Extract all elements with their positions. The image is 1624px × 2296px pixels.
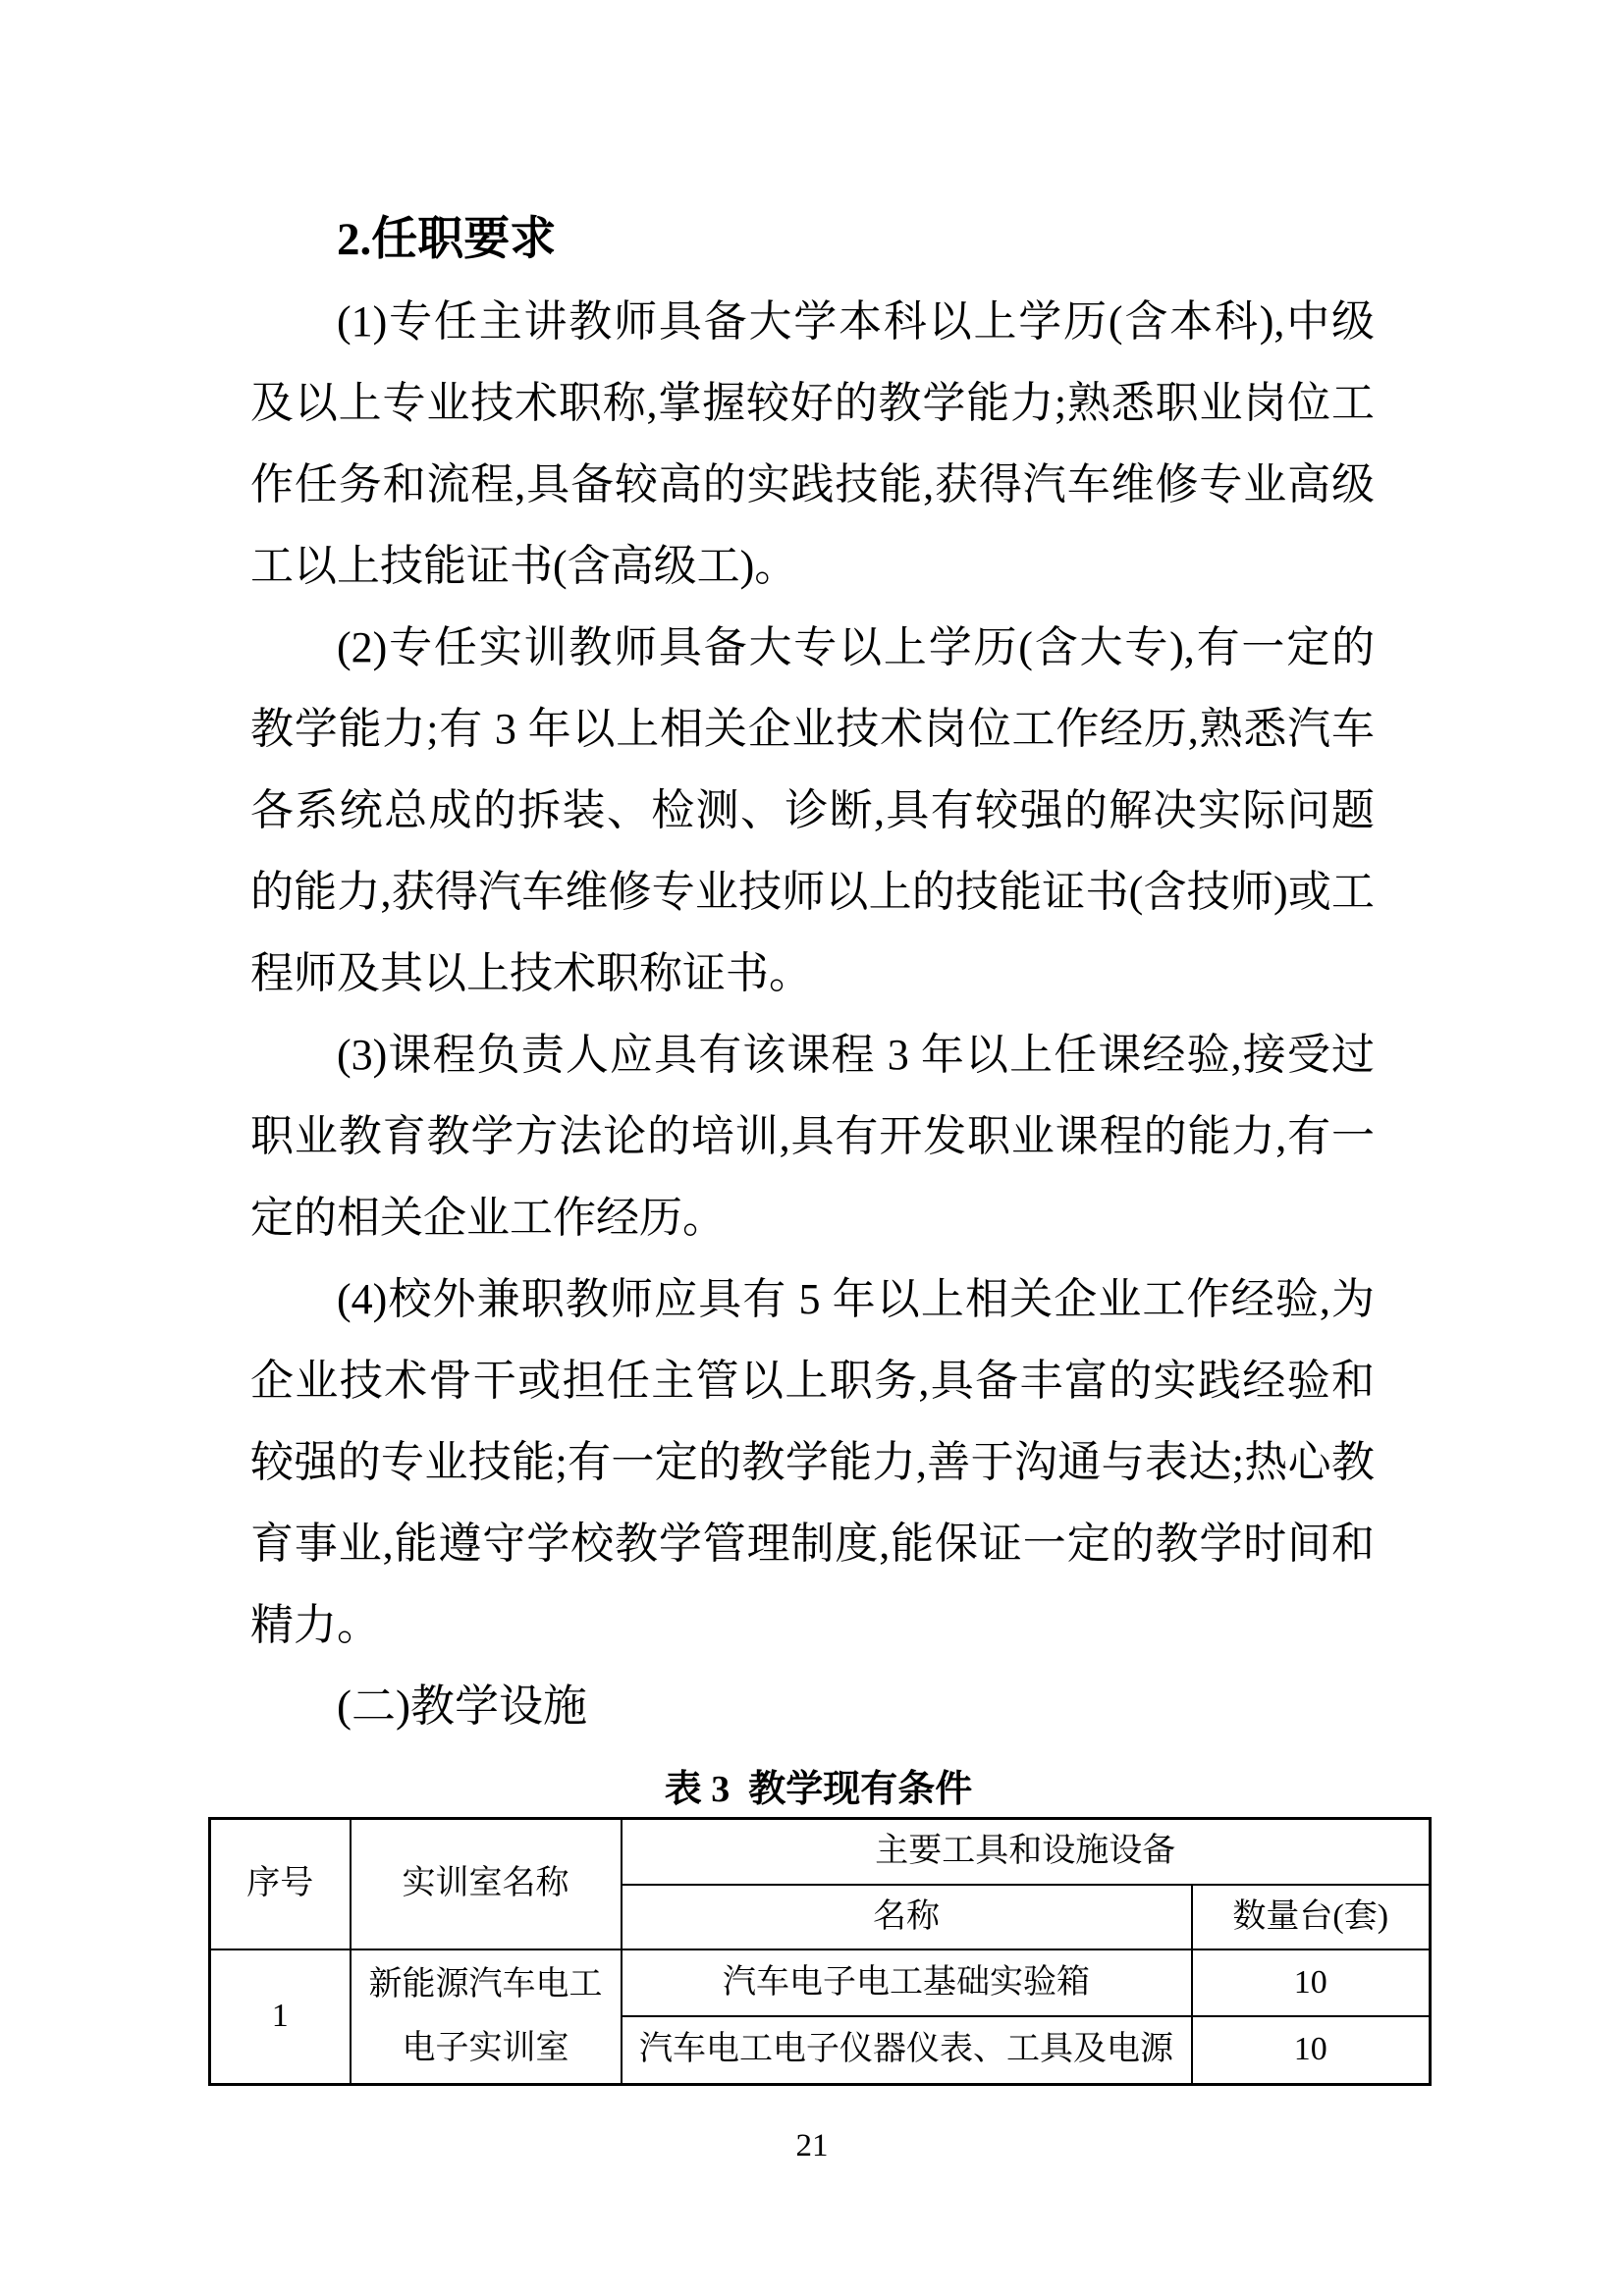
cell-room-name: 新能源汽车电工电子实训室 [351,1949,622,2085]
section-heading: 2.任职要求 [337,214,557,265]
header-cell-serial-no: 序号 [210,1819,351,1950]
subsection-heading: (二)教学设施 [337,1682,587,1731]
header-cell-quantity: 数量台(套) [1192,1885,1431,1950]
cell-item-qty-1: 10 [1192,1949,1431,2016]
table-row [210,1949,1431,2016]
cell-item-name-1: 汽车电子电工基础实验箱 [622,1949,1192,2016]
document-body [250,198,1375,1747]
cell-item-qty-2: 10 [1192,2016,1431,2085]
header-cell-tools-group: 主要工具和设施设备 [622,1819,1431,1885]
facilities-table [208,1817,1432,2086]
paragraph-1: (1)专任主讲教师具备大学本科以上学历(含本科),中级及以上专业技术职称,掌握较好的教学能力;熟悉职业岗位工作任务和流程,具备较高的实践技能,获得汽车维修专业高级工以上技能证书(含高级工)。 [250,297,1375,590]
paragraph-3: (3)课程负责人应具有该课程 3 年以上任课经验,接受过职业教育教学方法论的培训,具有开发职业课程的能力,有一定的相关企业工作经历。 [250,1031,1375,1242]
cell-serial-no: 1 [210,1949,351,2085]
cell-item-name-2: 汽车电工电子仪器仪表、工具及电源 [622,2016,1192,2085]
page-number: 21 [795,2128,829,2163]
table-caption: 表 3 教学现有条件 [664,1769,973,1810]
table-header-row-1 [210,1819,1431,1885]
paragraph-2: (2)专任实训教师具备大专以上学历(含大专),有一定的教学能力;有 3 年以上相关企业技术岗位工作经历,熟悉汽车各系统总成的拆装、检测、诊断,具有较强的解决实际问题的能力,获得汽车维修专业技师以上的技能证书(含技师)或工程师及其以上技术职称证书。 [250,623,1375,997]
paragraph-4: (4)校外兼职教师应具有 5 年以上相关企业工作经验,为企业技术骨干或担任主管以上职务,具备丰富的实践经验和较强的专业技能;有一定的教学能力,善于沟通与表达;热心教育事业,能遵守学校教学管理制度,能保证一定的教学时间和精力。 [250,1275,1375,1649]
header-cell-item-name: 名称 [622,1885,1192,1950]
header-cell-room-name: 实训室名称 [351,1819,622,1950]
